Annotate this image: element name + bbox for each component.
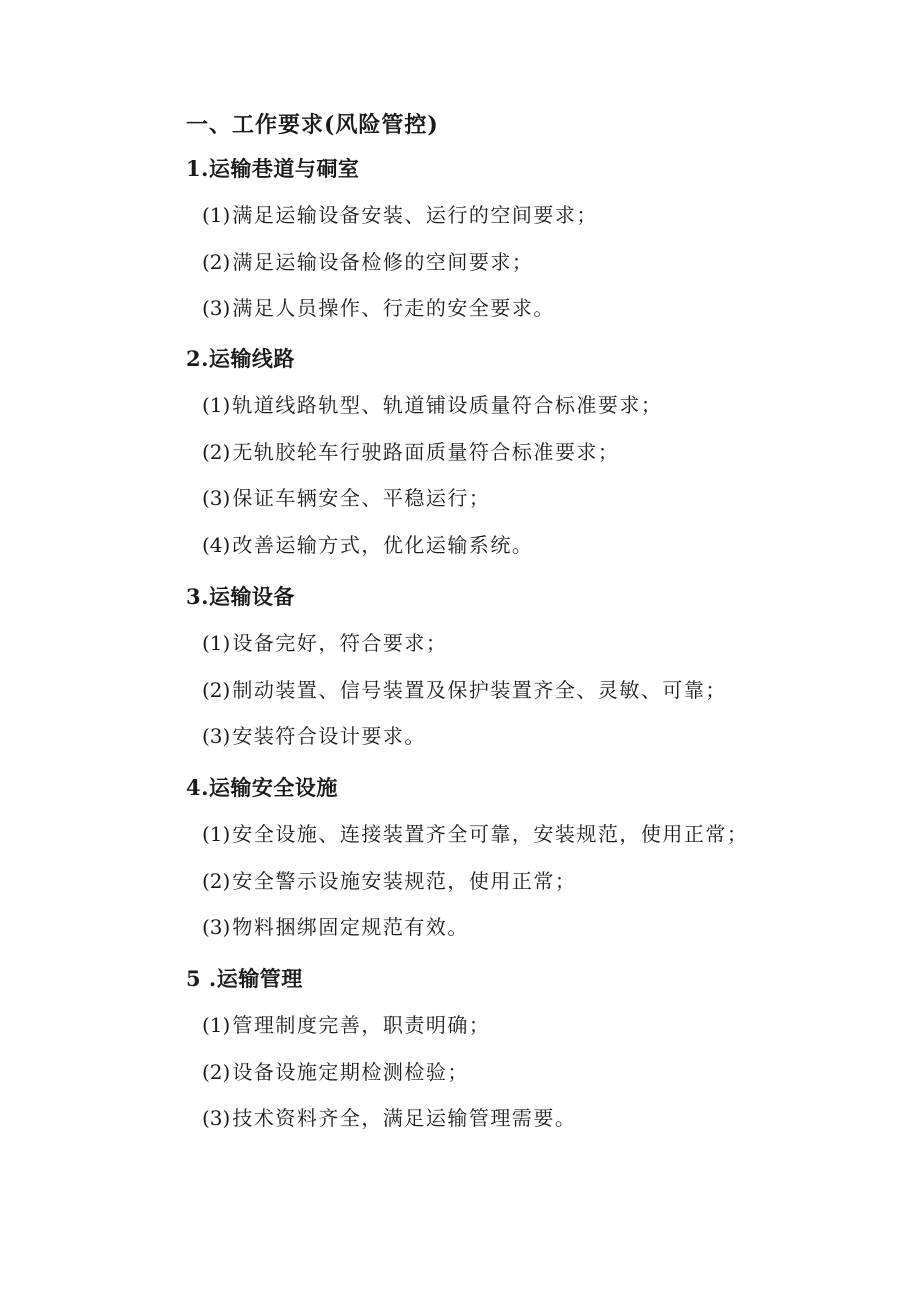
item-text: 轨道线路轨型、轨道铺设质量符合标准要求； <box>232 393 663 417</box>
item-number: (2) <box>202 1059 231 1084</box>
section-transport-equipment <box>186 574 886 760</box>
page-title: 一、工作要求(风险管控) <box>186 112 439 138</box>
section-heading: 4.运输安全设施 <box>186 775 338 800</box>
list-item <box>186 1095 886 1142</box>
item-number: (2) <box>202 439 231 464</box>
item-text: 满足人员操作、行走的安全要求。 <box>232 296 555 320</box>
item-number: (1) <box>202 203 231 227</box>
list-item <box>186 382 886 429</box>
section-heading: 2.运输线路 <box>186 346 295 371</box>
item-text: 管理制度完善，职责明确； <box>232 1013 491 1037</box>
item-number: (1) <box>202 1013 231 1037</box>
item-text: 无轨胶轮车行驶路面质量符合标准要求； <box>232 439 620 464</box>
item-text: 改善运输方式，优化运输系统。 <box>232 532 534 557</box>
item-number: (2) <box>202 249 231 274</box>
list-item <box>186 667 886 714</box>
list-item <box>186 192 886 239</box>
item-number: (3) <box>202 915 231 939</box>
item-number: (3) <box>202 296 231 320</box>
section-heading: 3.运输设备 <box>186 584 295 609</box>
item-number: (1) <box>202 393 231 417</box>
item-number: (3) <box>202 486 231 510</box>
list-item <box>186 1049 886 1096</box>
list-item <box>186 285 886 332</box>
item-text: 保证车辆安全、平稳运行； <box>232 486 491 510</box>
item-number: (3) <box>202 724 231 748</box>
list-item <box>186 429 886 476</box>
item-number: (1) <box>202 631 231 655</box>
list-item <box>186 475 886 522</box>
item-number: (2) <box>202 868 231 893</box>
section-transport-management <box>186 956 886 1142</box>
list-item <box>186 811 886 858</box>
item-text: 满足运输设备安装、运行的空间要求； <box>232 203 598 227</box>
list-item <box>186 904 886 951</box>
section-heading: 1.运输巷道与硐室 <box>186 156 360 181</box>
item-text: 安全警示设施安装规范，使用正常； <box>232 868 577 893</box>
item-text: 设备设施定期检测检验； <box>232 1059 469 1084</box>
item-text: 安装符合设计要求。 <box>232 724 426 748</box>
section-heading: 5 .运输管理 <box>186 966 303 991</box>
item-number: (2) <box>202 677 231 702</box>
item-number: (4) <box>202 532 231 557</box>
item-number: (3) <box>202 1106 231 1130</box>
list-item <box>186 858 886 905</box>
item-text: 设备完好，符合要求； <box>232 631 448 655</box>
list-item <box>186 1002 886 1049</box>
list-item <box>186 239 886 286</box>
item-text: 安全设施、连接装置齐全可靠，安装规范，使用正常； <box>232 822 749 846</box>
list-item <box>186 620 886 667</box>
item-text: 技术资料齐全，满足运输管理需要。 <box>232 1106 577 1130</box>
list-item <box>186 522 886 569</box>
list-item <box>186 713 886 760</box>
section-transport-roadway <box>186 146 886 332</box>
section-transport-line <box>186 336 886 568</box>
item-text: 制动装置、信号装置及保护装置齐全、灵敏、可靠； <box>232 677 727 702</box>
section-transport-safety-facilities <box>186 765 886 951</box>
item-text: 满足运输设备检修的空间要求； <box>232 249 534 274</box>
item-number: (1) <box>202 822 231 846</box>
item-text: 物料捆绑固定规范有效。 <box>232 915 469 939</box>
